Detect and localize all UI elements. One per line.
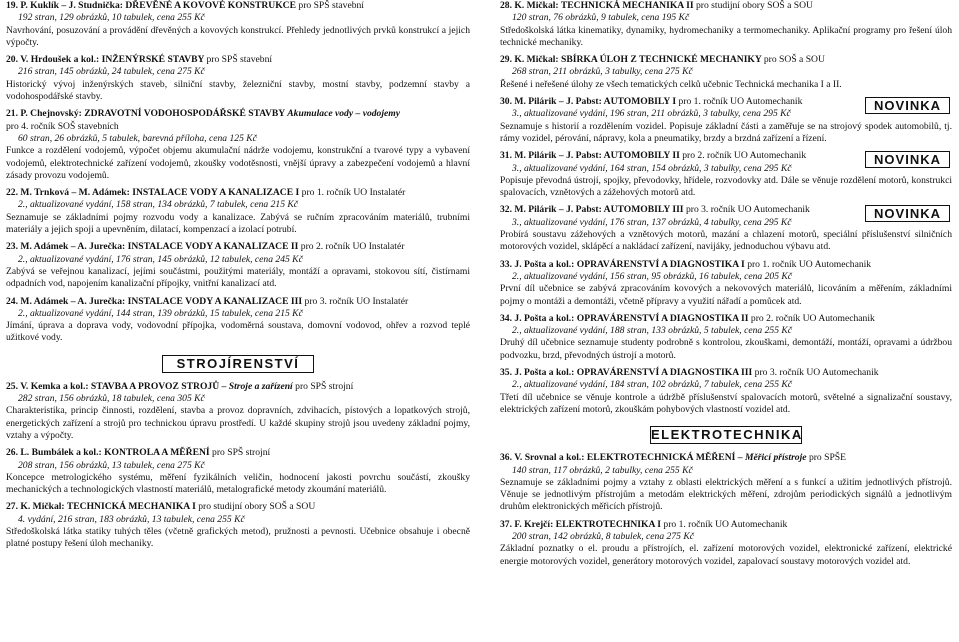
entry-description: Koncepce metrologického systému, měření fyzikálních veličin, hodnocení jakosti povrchu součástí, zkoušky mechanických a technologických vlastností materiálů, metalografické metody zkoumání materiálů. bbox=[6, 471, 470, 496]
catalog-entry bbox=[6, 0, 470, 49]
entry-description: Středoškolská látka statiky tuhých těles (včetně grafických metod), pružnosti a pevnosti. Učebnice obsahuje i obecně platné postupy řešení úloh mechaniky. bbox=[6, 525, 470, 550]
catalog-entry bbox=[500, 0, 952, 49]
entry-heading bbox=[500, 54, 952, 66]
entry-description: Probírá soustavu zážehových a vznětových motorů, mazání a chlazení motorů, speciální příslušenství silničních motorových vozidel, sklápěcí a nakládací zařízení, navijáky, jednoduchou výbavu atd. bbox=[500, 229, 952, 253]
entry-description: Seznamuje se základními pojmy a vztahy z oblasti elektrických měření a s funkcí a užitím jednotlivých přístrojů. Věnuje se jednotlivým přístrojům a metodám elektrických měření, zdrojům periodických signálů a jednotlivým druhům elektronických měřicích přístrojů. bbox=[500, 476, 952, 513]
entry-description: Jímání, úprava a doprava vody, vodovodní přípojka, vodoměrná soustava, domovní vodovod, ohřev a rozvod teplé užitkové vody. bbox=[6, 320, 470, 344]
entry-meta: 140 stran, 117 obrázků, 2 tabulky, cena 255 Kč bbox=[512, 464, 693, 476]
entry-subtitle: Stroje a zařízení bbox=[228, 380, 293, 392]
catalog-entry bbox=[6, 108, 470, 182]
catalog-entry bbox=[500, 204, 952, 253]
entry-audience: pro 2. ročník UO Automechanik bbox=[682, 150, 807, 162]
entry-meta: 120 stran, 76 obrázků, 9 tabulek, cena 195 Kč bbox=[512, 12, 690, 24]
entry-subtitle: Akumulace vody – vodojemy bbox=[287, 108, 400, 120]
entry-audience: pro SPŠ stavební bbox=[298, 0, 364, 11]
entry-title: 21. P. Chejnovský: ZDRAVOTNÍ VODOHOSPODÁŘSKÉ STAVBY bbox=[6, 108, 285, 120]
entry-meta: 2., aktualizované vydání, 184 stran, 102 obrázků, 7 tabulek, cena 255 Kč bbox=[512, 379, 793, 391]
entry-audience: pro 1. ročník UO Automechanik bbox=[663, 518, 788, 530]
entry-meta: 200 stran, 142 obrázků, 8 tabulek, cena 275 Kč bbox=[512, 530, 694, 542]
novinka-badge: NOVINKA bbox=[865, 151, 950, 168]
entry-title: 22. M. Trnková – M. Adámek: INSTALACE VODY A KANALIZACE I bbox=[6, 187, 300, 199]
entry-meta: 2., aktualizované vydání, 144 stran, 139 obrázků, 15 tabulek, cena 215 Kč bbox=[18, 307, 303, 319]
entry-heading bbox=[6, 501, 470, 513]
entry-audience: pro 3. ročník UO Automechanik bbox=[754, 367, 879, 379]
entry-description: Druhý díl učebnice seznamuje studenty podrobně s kontrolou, zkouškami, demontáží, montáží, opravami a údržbou podvozku, brzd, převodných ústrojí a motorů. bbox=[500, 337, 952, 361]
catalog-entry bbox=[6, 447, 470, 496]
entry-heading bbox=[6, 187, 470, 199]
catalog-entry bbox=[500, 452, 952, 513]
catalog-entry bbox=[6, 54, 470, 103]
entry-description: Řešené i neřešené úlohy ze všech tematických celků učebnic Technická mechanika I a II. bbox=[500, 78, 842, 90]
entry-title: 20. V. Hrdoušek a kol.: INŽENÝRSKÉ STAVBY bbox=[6, 54, 205, 66]
left-column bbox=[6, 0, 470, 556]
entry-meta: 3., aktualizované vydání, 176 stran, 137 obrázků, 4 tabulky, cena 295 Kč bbox=[512, 216, 792, 228]
entry-audience: pro studijní obory SOŠ a SOU bbox=[198, 501, 316, 513]
entry-heading bbox=[500, 452, 952, 464]
catalog-entry bbox=[500, 96, 952, 145]
catalog-entry bbox=[500, 367, 952, 416]
entry-audience: pro SOŠ a SOU bbox=[763, 54, 825, 66]
entry-description: Seznamuje se základními pojmy rozvodu vody a kanalizace. Zabývá se ručním zpracováním materiálů, trubními materiály a jejich spoji a upevněním, dilatací, kompenzací a izolací potrubí. bbox=[6, 211, 470, 236]
catalog-entry bbox=[6, 241, 470, 290]
entry-meta: 268 stran, 211 obrázků, 3 tabulky, cena 275 Kč bbox=[512, 66, 693, 78]
entry-audience: pro 2. ročník UO Automechanik bbox=[750, 312, 875, 324]
entry-title: 23. M. Adámek – A. Jurečka: INSTALACE VODY A KANALIZACE II bbox=[6, 241, 299, 253]
entry-heading bbox=[6, 108, 470, 120]
entry-audience: pro 3. ročník UO Automechanik bbox=[685, 204, 810, 216]
entry-audience: pro studijní obory SOŠ a SOU bbox=[695, 0, 813, 11]
entry-meta: 3., aktualizované vydání, 196 stran, 211 obrázků, 3 tabulky, cena 295 Kč bbox=[512, 108, 791, 120]
entry-meta: 282 stran, 156 obrázků, 18 tabulek, cena 305 Kč bbox=[18, 393, 205, 405]
entry-meta: 3., aktualizované vydání, 164 stran, 154 obrázků, 3 tabulky, cena 295 Kč bbox=[512, 162, 792, 174]
entry-heading bbox=[500, 0, 952, 12]
entry-description: Charakteristika, princip činnosti, rozdělení, stavba a provoz dopravních, zdvihacích, pístových a lopatkových strojů, energetických zařízení a strojů pro technickou úpravu prostředí. U každé skupiny strojů jsou uvedeny základní pojmy, vztahy a výpočty. bbox=[6, 405, 470, 441]
novinka-badge: NOVINKA bbox=[865, 205, 950, 222]
entry-title: 24. M. Adámek – A. Jurečka: INSTALACE VODY A KANALIZACE III bbox=[6, 295, 303, 307]
entry-audience: pro SPŠ stavební bbox=[206, 54, 273, 66]
entry-heading bbox=[6, 0, 470, 12]
entry-title: 26. L. Bumbálek a kol.: KONTROLA A MĚŘENÍ bbox=[6, 447, 210, 459]
entry-audience: pro SPŠ strojní bbox=[295, 380, 354, 392]
catalog-entry bbox=[500, 54, 952, 91]
entry-title: 31. M. Pilárik – J. Pabst: AUTOMOBILY II bbox=[500, 150, 680, 162]
catalog-entry bbox=[6, 187, 470, 236]
entry-title: 25. V. Kemka a kol.: STAVBA A PROVOZ STROJŮ – bbox=[6, 380, 227, 392]
entry-heading bbox=[500, 519, 952, 531]
entry-title: 33. J. Pošta a kol.: OPRAVÁRENSTVÍ A DIAGNOSTIKA I bbox=[500, 258, 745, 270]
entry-meta: 216 stran, 145 obrázků, 24 tabulek, cena 275 Kč bbox=[18, 66, 205, 78]
entry-description: Seznamuje s historií a rozdělením vozidel. Popisuje základní části a zaměřuje se na strojový spodek automobilů, tj. rámy vozidel, pérování, nápravy, kola a pneumatiky, brzdy a brzdná zařízení a řízení. bbox=[500, 120, 952, 144]
entry-title: 30. M. Pilárik – J. Pabst: AUTOMOBILY I bbox=[500, 96, 677, 108]
catalog-entry bbox=[6, 501, 470, 550]
entry-description: Středoškolská látka kinematiky, dynamiky, hydromechaniky a termomechaniky. Aplikační programy pro řešení úloh technické mechaniky. bbox=[500, 24, 952, 48]
entry-heading bbox=[500, 259, 952, 271]
entry-audience: pro 1. ročník UO Automechanik bbox=[678, 96, 803, 108]
entry-title: 36. V. Srovnal a kol.: ELEKTROTECHNICKÁ MĚŘENÍ – bbox=[500, 452, 743, 464]
entry-title: 35. J. Pošta a kol.: OPRAVÁRENSTVÍ A DIAGNOSTIKA III bbox=[500, 367, 753, 379]
right-column bbox=[500, 0, 952, 573]
entry-heading bbox=[6, 296, 470, 308]
novinka-badge: NOVINKA bbox=[865, 97, 950, 114]
entry-description: Třetí díl učebnice se věnuje kontrole a údržbě příslušenství spalovacích motorů, světelné a signalizační soustavy, elektrických zařízení motorů, zkouškám pohybových vlastností vozidel atd. bbox=[500, 391, 952, 415]
entry-title: 19. P. Kuklík – J. Studnička: DŘEVĚNÉ A KOVOVÉ KONSTRUKCE bbox=[6, 0, 296, 11]
catalog-entry bbox=[6, 381, 470, 442]
catalog-entry bbox=[500, 259, 952, 308]
entry-description: Zabývá se veřejnou kanalizací, jejími součástmi, použitými materiály, montáží a opravami, stokovou sítí, čistírnami odpadních vod, napojením kanalizační přípojky, vnitřní kanalizací atd. bbox=[6, 265, 470, 290]
entry-description: Funkce a rozdělení vodojemů, výpočet objemu akumulační nádrže vodojemu, konstrukční a tvarové typy a vybavení vodojemů, elektrotechnické zařízení vodojemů, zkoušky vodotěsnosti, vnější úpravy a zabezpečení vodojemů a hlavní zásady provozu vodojemů. bbox=[6, 145, 470, 181]
entry-title: 28. K. Mičkal: TECHNICKÁ MECHANIKA II bbox=[500, 0, 694, 11]
entry-description: První díl učebnice se zabývá zpracováním kovových a nekovových materiálů, licováním a měřením, základními pojmy o montáži a demontáži, včetně přípravy a využití nářadí a pomůcek atd. bbox=[500, 283, 952, 307]
entry-meta: 192 stran, 129 obrázků, 10 tabulek, cena 255 Kč bbox=[18, 12, 205, 24]
entry-audience: pro SPŠE bbox=[808, 452, 846, 464]
catalog-entry bbox=[500, 519, 952, 568]
entry-meta: 60 stran, 26 obrázků, 5 tabulek, barevná příloha, cena 125 Kč bbox=[18, 132, 257, 144]
entry-heading bbox=[6, 381, 470, 393]
entry-meta: 208 stran, 156 obrázků, 13 tabulek, cena 275 Kč bbox=[18, 459, 205, 471]
entry-meta: 2., aktualizované vydání, 176 stran, 145 obrázků, 12 tabulek, cena 245 Kč bbox=[18, 253, 303, 265]
entry-heading bbox=[6, 54, 470, 66]
entry-audience: pro 3. ročník UO Instalatér bbox=[304, 295, 409, 307]
catalog-entry bbox=[500, 313, 952, 362]
entry-audience-line: pro 4. ročník SOŠ stavebních bbox=[6, 120, 119, 132]
entry-title: 32. M. Pilárik – J. Pabst: AUTOMOBILY III bbox=[500, 204, 684, 216]
entry-meta: 2., aktualizované vydání, 156 stran, 95 obrázků, 16 tabulek, cena 205 Kč bbox=[512, 270, 793, 282]
entry-meta: 2., aktualizované vydání, 158 stran, 134 obrázků, 7 tabulek, cena 215 Kč bbox=[18, 199, 299, 211]
entry-description: Navrhování, posuzování a provádění dřevěných a kovových konstrukcí. Přehledy jednotlivých prvků konstrukcí a jejich výpočty. bbox=[6, 24, 470, 48]
section-heading: STROJÍRENSTVÍ bbox=[162, 355, 314, 373]
entry-heading bbox=[6, 241, 470, 253]
entry-audience: pro 1. ročník UO Automechanik bbox=[747, 258, 872, 270]
entry-title: 29. K. Mičkal: SBÍRKA ÚLOH Z TECHNICKÉ MECHANIKY bbox=[500, 54, 762, 66]
entry-subtitle: Měřicí přístroje bbox=[744, 452, 807, 464]
entry-heading bbox=[500, 367, 952, 379]
entry-heading bbox=[6, 447, 470, 459]
entry-meta: 4. vydání, 216 stran, 183 obrázků, 13 tabulek, cena 255 Kč bbox=[18, 513, 245, 525]
entry-title: 37. F. Krejčí: ELEKTROTECHNIKA I bbox=[500, 518, 661, 530]
catalog-entry bbox=[500, 150, 952, 199]
entry-audience: pro 1. ročník UO Instalatér bbox=[301, 187, 406, 199]
entry-title: 34. J. Pošta a kol.: OPRAVÁRENSTVÍ A DIAGNOSTIKA II bbox=[500, 312, 749, 324]
entry-title: 27. K. Mičkal: TECHNICKÁ MECHANIKA I bbox=[6, 501, 196, 513]
entry-description: Základní poznatky o el. proudu a přístrojích, el. zařízení motorových vozidel, elektronické zařízení, elektrické energie motorových vozidel, generátory motorových vozidel, zapalovací soustavy motorových vozidel atd. bbox=[500, 543, 952, 567]
catalog-entry bbox=[6, 296, 470, 345]
entry-description: Popisuje převodná ústrojí, spojky, převodovky, hřídele, rozvodovky atd. Dále se věnuje rozdělení motorů, konstrukci spalovacích, vznětových a zážehových motorů atd. bbox=[500, 174, 952, 199]
entry-description: Historický vývoj inženýrských staveb, silniční stavby, železniční stavby, mostní stavby, podzemní stavby a vodohospodářské stavby. bbox=[6, 78, 470, 103]
section-heading: ELEKTROTECHNIKA bbox=[651, 427, 803, 443]
entry-audience: pro SPŠ strojní bbox=[212, 447, 271, 459]
entry-heading bbox=[500, 313, 952, 325]
entry-meta: 2., aktualizované vydání, 188 stran, 133 obrázků, 5 tabulek, cena 255 Kč bbox=[512, 325, 793, 337]
entry-audience: pro 2. ročník UO Instalatér bbox=[300, 241, 405, 253]
